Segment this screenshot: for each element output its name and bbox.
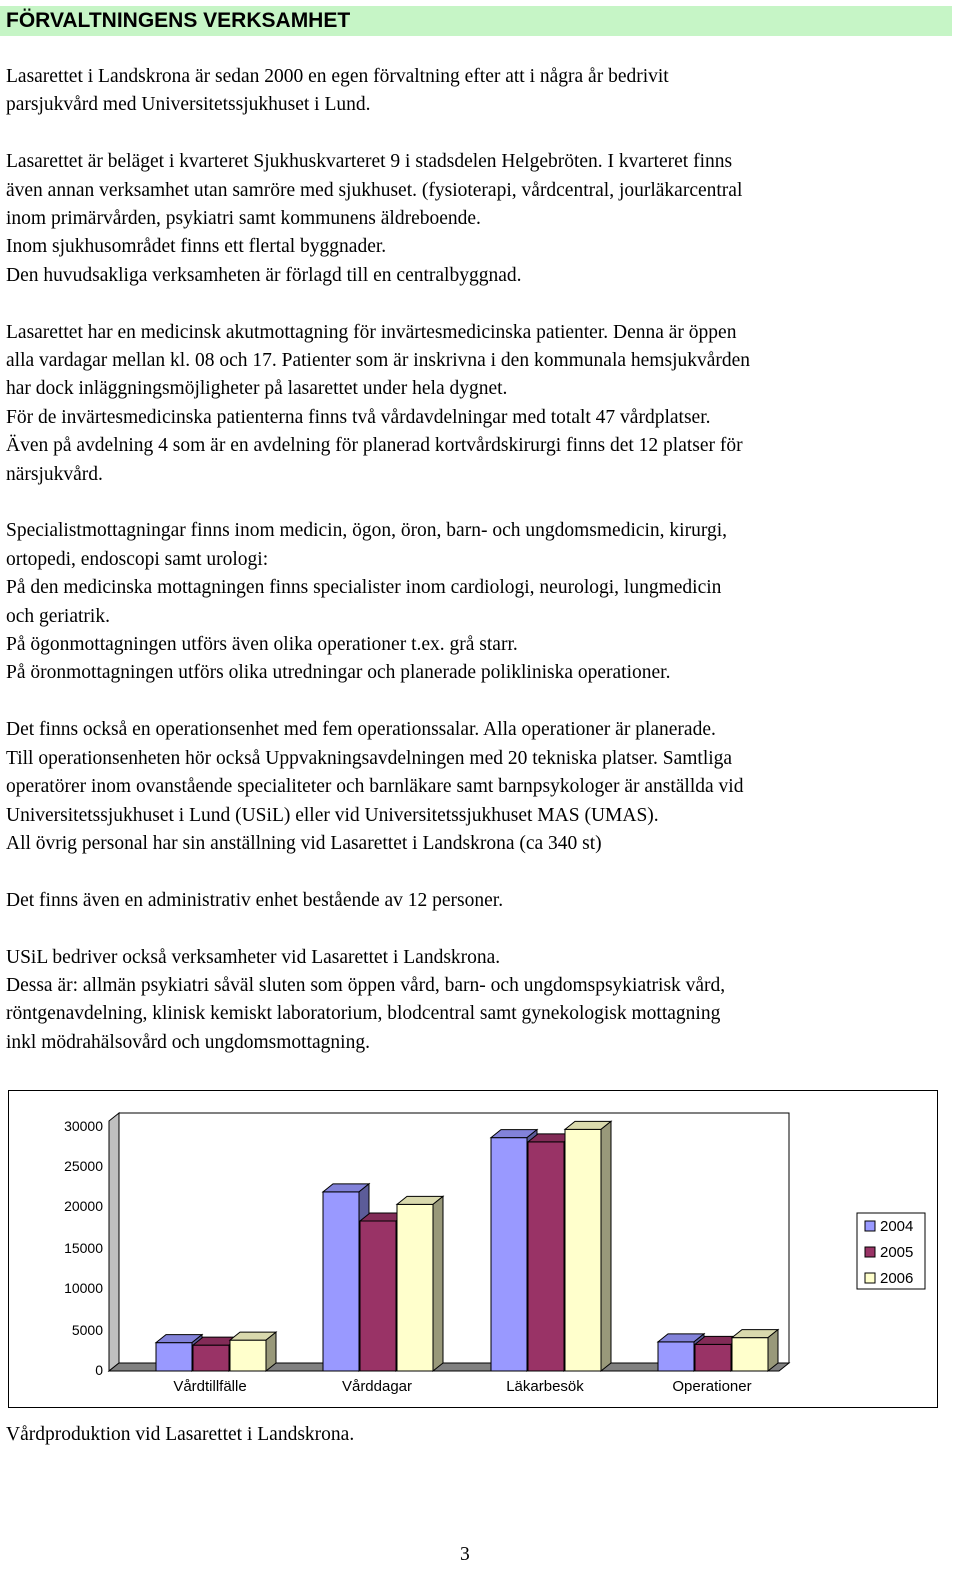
- body-text: [6, 63, 951, 1086]
- text-line: närsjukvård.: [6, 463, 103, 485]
- chart-back-wall: [119, 1113, 789, 1363]
- text-line: alla vardagar mellan kl. 08 och 17. Patienter som är inskrivna i den kommunala hemsjukvården: [6, 350, 751, 372]
- text-line: inkl mödrahälsovård och ungdomsmottagning.: [6, 1031, 370, 1053]
- text-line: och geriatrik.: [6, 605, 110, 627]
- x-category-label: Vårdtillfälle: [173, 1378, 247, 1395]
- y-tick-label: 15000: [64, 1240, 103, 1256]
- text-line: Även på avdelning 4 som är en avdelning för planerad kortvårdskirurgi finns det 12 platser för: [6, 435, 743, 457]
- bar: [323, 1192, 359, 1371]
- bar-side: [601, 1121, 611, 1371]
- text-line: inom primärvården, psykiatri samt kommunens äldreboende.: [6, 208, 481, 230]
- bar: [230, 1340, 266, 1371]
- y-tick-label: 10000: [64, 1280, 103, 1296]
- legend-swatch: [865, 1247, 875, 1257]
- x-category-label: Läkarbesök: [506, 1378, 584, 1395]
- bar: [156, 1343, 192, 1371]
- bar: [193, 1345, 229, 1371]
- chart-side-wall: [109, 1113, 119, 1371]
- bar: [732, 1338, 768, 1371]
- text-line: parsjukvård med Universitetssjukhuset i Lund.: [6, 94, 371, 116]
- paragraph: [6, 716, 951, 858]
- paragraph: [6, 517, 951, 687]
- chart-caption: Vårdproduktion vid Lasarettet i Landskrona.: [6, 1424, 355, 1445]
- bar-chart: [8, 1090, 938, 1408]
- y-tick-label: 20000: [64, 1198, 103, 1214]
- bar: [528, 1142, 564, 1371]
- text-line: På ögonmottagningen utförs även olika operationer t.ex. grå starr.: [6, 634, 518, 656]
- text-line: Lasarettet i Landskrona är sedan 2000 en egen förvaltning efter att i några år bedrivit: [6, 66, 669, 87]
- x-category-label: Vårddagar: [341, 1378, 413, 1395]
- paragraph: [6, 63, 951, 120]
- bar: [658, 1342, 694, 1371]
- legend-swatch: [865, 1221, 875, 1231]
- x-category-label: Operationer: [672, 1378, 752, 1395]
- text-line: Lasarettet har en medicinsk akutmottagning för invärtesmedicinska patienter. Denna är öppen: [6, 321, 737, 343]
- y-tick-label: 30000: [64, 1118, 103, 1134]
- text-line: All övrig personal har sin anställning vid Lasarettet i Landskrona (ca 340 st): [6, 832, 602, 854]
- legend-label: 2005: [880, 1244, 914, 1261]
- text-line: USiL bedriver också verksamheter vid Lasarettet i Landskrona.: [6, 946, 501, 968]
- bar: [565, 1129, 601, 1371]
- paragraph: [6, 944, 951, 1058]
- text-line: Specialistmottagningar finns inom medicin, ögon, öron, barn- och ungdomsmedicin, kirurgi,: [6, 520, 728, 542]
- paragraph: [6, 319, 951, 489]
- bar-side: [433, 1196, 443, 1371]
- bar: [491, 1138, 527, 1371]
- text-line: Det finns även en administrativ enhet bestående av 12 personer.: [6, 889, 504, 911]
- text-line: även annan verksamhet utan samröre med sjukhuset. (fysioterapi, vårdcentral, jourläkarcentral: [6, 179, 743, 201]
- text-line: har dock inläggningsmöjligheter på lasarettet under hela dygnet.: [6, 378, 508, 400]
- paragraph: [6, 887, 951, 915]
- text-line: Den huvudsakliga verksamheten är förlagd till en centralbyggnad.: [6, 264, 522, 286]
- text-line: röntgenavdelning, klinisk kemiskt laboratorium, blodcentral samt gynekologisk mottagning: [6, 1003, 721, 1025]
- text-line: Inom sjukhusområdet finns ett flertal byggnader.: [6, 236, 387, 258]
- text-line: Universitetssjukhuset i Lund (USiL) eller vid Universitetssjukhuset MAS (UMAS).: [6, 804, 659, 826]
- y-tick-label: 0: [95, 1362, 103, 1378]
- text-line: På öronmottagningen utförs olika utredningar och planerade polikliniska operationer.: [6, 662, 671, 684]
- page-number: 3: [460, 1544, 470, 1565]
- paragraph: [6, 148, 951, 290]
- y-tick-label: 5000: [71, 1322, 103, 1338]
- text-line: operatörer inom ovanstående specialiteter och barnläkare samt barnpsykologer är anställda vid: [6, 776, 744, 798]
- bar-side: [768, 1330, 778, 1371]
- text-line: Dessa är: allmän psykiatri såväl sluten som öppen vård, barn- och ungdomspsykiatrisk vård,: [6, 974, 726, 996]
- text-line: För de invärtesmedicinska patienterna finns två vårdavdelningar med totalt 47 vårdplatser.: [6, 406, 711, 428]
- text-line: På den medicinska mottagningen finns specialister inom cardiologi, neurologi, lungmedicin: [6, 577, 722, 599]
- text-line: Lasarettet är beläget i kvarteret Sjukhuskvarteret 9 i stadsdelen Helgebröten. I kvarteret finns: [6, 151, 733, 173]
- bar: [397, 1204, 433, 1371]
- y-tick-label: 25000: [64, 1158, 103, 1174]
- text-line: ortopedi, endoscopi samt urologi:: [6, 548, 269, 570]
- text-line: Det finns också en operationsenhet med fem operationssalar. Alla operationer är planerade.: [6, 719, 716, 741]
- bar: [360, 1221, 396, 1371]
- section-heading: FÖRVALTNINGENS VERKSAMHET: [0, 6, 952, 36]
- chart-svg: [9, 1091, 939, 1409]
- legend-label: 2006: [880, 1270, 914, 1287]
- text-line: Till operationsenheten hör också Uppvakningsavdelningen med 20 tekniska platser. Samtliga: [6, 747, 733, 769]
- bar: [695, 1344, 731, 1371]
- legend-swatch: [865, 1273, 875, 1283]
- legend-label: 2004: [880, 1218, 914, 1235]
